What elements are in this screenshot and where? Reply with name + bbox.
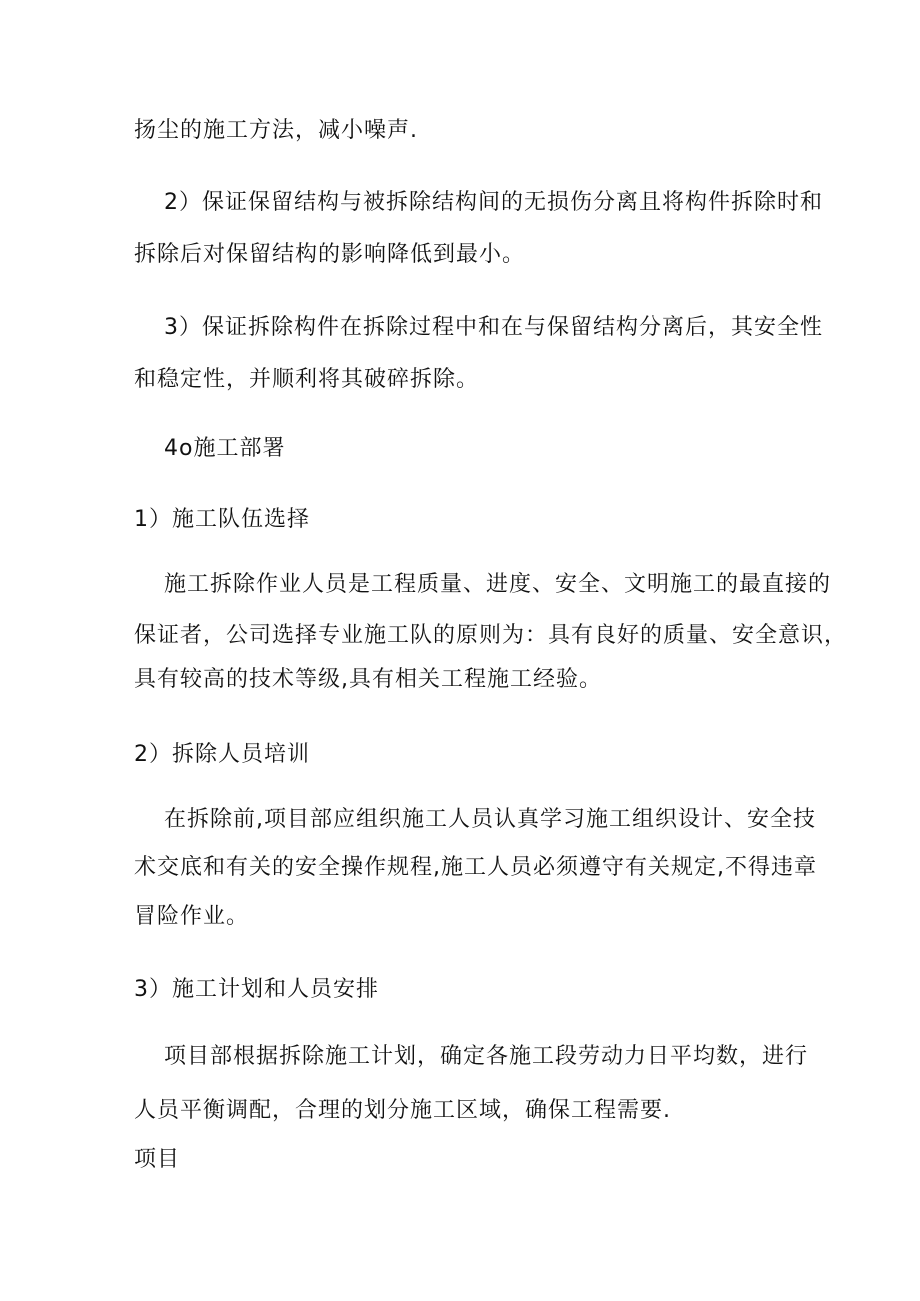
text-line: 3）保证拆除构件在拆除过程中和在与保留结构分离后，其安全性 (164, 315, 823, 340)
subheading: 1）施工队伍选择 (134, 507, 310, 532)
subheading: 3）施工计划和人员安排 (134, 977, 379, 1002)
text-line: 扬尘的施工方法，减小噪声. (134, 118, 418, 143)
text-line: 拆除后对保留结构的影响降低到最小。 (134, 242, 526, 267)
text-line: 施工拆除作业人员是工程质量、进度、安全、文明施工的最直接的 (164, 572, 832, 597)
text-line: 具有较高的技术等级,具有相关工程施工经验。 (134, 667, 602, 692)
text-line: 保证者，公司选择专业施工队的原则为：具有良好的质量、安全意识， (134, 623, 848, 648)
text-line: 项目 (134, 1147, 181, 1172)
text-line: 冒险作业。 (134, 904, 250, 929)
subheading: 2）拆除人员培训 (134, 742, 310, 767)
text-line: 项目部根据拆除施工计划，确定各施工段劳动力日平均数，进行 (164, 1044, 809, 1069)
text-line: 和稳定性，并顺利将其破碎拆除。 (134, 367, 480, 392)
text-line: 术交底和有关的安全操作规程,施工人员必须遵守有关规定,不得违章 (134, 855, 817, 880)
section-heading: 4o施工部署 (164, 436, 286, 461)
text-line: 人员平衡调配，合理的划分施工区域，确保工程需要. (134, 1098, 671, 1123)
text-line: 2）保证保留结构与被拆除结构间的无损伤分离且将构件拆除时和 (164, 190, 823, 215)
text-line: 在拆除前,项目部应组织施工人员认真学习施工组织设计、安全技 (164, 807, 816, 832)
